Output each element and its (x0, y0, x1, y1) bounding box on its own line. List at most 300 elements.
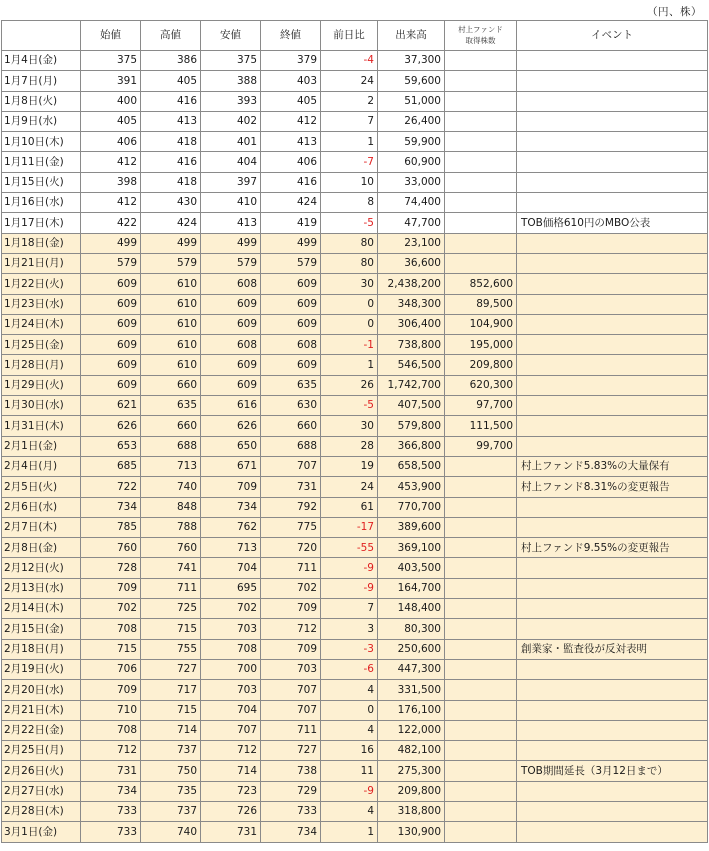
cell-date: 1月21日(月) (2, 253, 81, 273)
cell-fund-shares (445, 213, 517, 233)
cell-change: 11 (321, 761, 378, 781)
cell-fund-shares (445, 619, 517, 639)
cell-high: 688 (141, 436, 201, 456)
cell-open: 609 (81, 375, 141, 395)
cell-change: 7 (321, 599, 378, 619)
table-body (2, 51, 708, 843)
cell-low: 609 (201, 375, 261, 395)
cell-event (517, 375, 708, 395)
cell-fund-shares (445, 477, 517, 497)
cell-low: 410 (201, 193, 261, 213)
table-row (2, 619, 708, 639)
cell-open: 609 (81, 355, 141, 375)
cell-high: 715 (141, 700, 201, 720)
stock-price-table (1, 20, 708, 843)
cell-volume: 389,600 (378, 517, 445, 537)
cell-date: 1月22日(火) (2, 274, 81, 294)
cell-change: 10 (321, 172, 378, 192)
cell-event (517, 416, 708, 436)
cell-date: 1月15日(火) (2, 172, 81, 192)
cell-volume: 250,600 (378, 639, 445, 659)
table-row (2, 335, 708, 355)
cell-open: 709 (81, 578, 141, 598)
cell-close: 711 (261, 720, 321, 740)
cell-high: 735 (141, 781, 201, 801)
cell-low: 671 (201, 456, 261, 476)
cell-open: 710 (81, 700, 141, 720)
cell-date: 1月23日(水) (2, 294, 81, 314)
cell-date: 1月10日(木) (2, 132, 81, 152)
cell-open: 422 (81, 213, 141, 233)
cell-date: 3月1日(金) (2, 822, 81, 842)
cell-event (517, 274, 708, 294)
cell-fund-shares (445, 91, 517, 111)
cell-date: 2月19日(火) (2, 659, 81, 679)
table-row (2, 477, 708, 497)
cell-volume: 47,700 (378, 213, 445, 233)
table-row (2, 51, 708, 71)
cell-event (517, 314, 708, 334)
cell-close: 775 (261, 517, 321, 537)
cell-date: 2月22日(金) (2, 720, 81, 740)
cell-volume: 33,000 (378, 172, 445, 192)
cell-event (517, 233, 708, 253)
cell-open: 400 (81, 91, 141, 111)
table-row (2, 720, 708, 740)
cell-date: 1月4日(金) (2, 51, 81, 71)
cell-change: 30 (321, 274, 378, 294)
cell-low: 731 (201, 822, 261, 842)
cell-high: 418 (141, 132, 201, 152)
cell-fund-shares (445, 578, 517, 598)
cell-low: 499 (201, 233, 261, 253)
cell-date: 1月25日(金) (2, 335, 81, 355)
cell-fund-shares (445, 822, 517, 842)
cell-high: 430 (141, 193, 201, 213)
cell-fund-shares (445, 680, 517, 700)
cell-high: 711 (141, 578, 201, 598)
cell-high: 635 (141, 396, 201, 416)
cell-event (517, 720, 708, 740)
cell-close: 688 (261, 436, 321, 456)
cell-volume: 1,742,700 (378, 375, 445, 395)
cell-volume: 403,500 (378, 558, 445, 578)
cell-change: 4 (321, 680, 378, 700)
cell-fund-shares (445, 781, 517, 801)
cell-low: 723 (201, 781, 261, 801)
cell-fund-shares (445, 720, 517, 740)
cell-open: 734 (81, 497, 141, 517)
table-row (2, 132, 708, 152)
cell-open: 398 (81, 172, 141, 192)
table-row (2, 213, 708, 233)
cell-fund-shares (445, 538, 517, 558)
cell-fund-shares: 104,900 (445, 314, 517, 334)
cell-close: 734 (261, 822, 321, 842)
cell-change: 24 (321, 71, 378, 91)
cell-open: 760 (81, 538, 141, 558)
table-row (2, 233, 708, 253)
cell-volume: 770,700 (378, 497, 445, 517)
cell-event (517, 619, 708, 639)
cell-close: 720 (261, 538, 321, 558)
cell-change: 19 (321, 456, 378, 476)
cell-date: 2月21日(木) (2, 700, 81, 720)
cell-date: 1月28日(月) (2, 355, 81, 375)
cell-date: 2月26日(火) (2, 761, 81, 781)
cell-volume: 130,900 (378, 822, 445, 842)
cell-volume: 60,900 (378, 152, 445, 172)
cell-change: -55 (321, 538, 378, 558)
cell-close: 731 (261, 477, 321, 497)
cell-close: 405 (261, 91, 321, 111)
cell-volume: 209,800 (378, 781, 445, 801)
cell-volume: 331,500 (378, 680, 445, 700)
cell-change: -5 (321, 396, 378, 416)
cell-close: 609 (261, 294, 321, 314)
cell-volume: 26,400 (378, 111, 445, 131)
cell-change: 0 (321, 294, 378, 314)
cell-low: 704 (201, 700, 261, 720)
cell-date: 1月7日(月) (2, 71, 81, 91)
cell-event: 創業家・監査役が反対表明 (517, 639, 708, 659)
cell-fund-shares (445, 193, 517, 213)
cell-close: 727 (261, 741, 321, 761)
table-row (2, 741, 708, 761)
cell-close: 709 (261, 639, 321, 659)
cell-close: 609 (261, 274, 321, 294)
cell-open: 731 (81, 761, 141, 781)
cell-date: 2月25日(月) (2, 741, 81, 761)
cell-close: 635 (261, 375, 321, 395)
table-row (2, 314, 708, 334)
cell-low: 579 (201, 253, 261, 273)
cell-close: 630 (261, 396, 321, 416)
cell-high: 579 (141, 253, 201, 273)
cell-high: 714 (141, 720, 201, 740)
table-row (2, 700, 708, 720)
cell-open: 728 (81, 558, 141, 578)
cell-date: 1月11日(金) (2, 152, 81, 172)
cell-change: 4 (321, 720, 378, 740)
cell-open: 708 (81, 720, 141, 740)
cell-volume: 738,800 (378, 335, 445, 355)
cell-volume: 546,500 (378, 355, 445, 375)
table-row (2, 781, 708, 801)
table-row (2, 355, 708, 375)
cell-event (517, 599, 708, 619)
cell-volume: 164,700 (378, 578, 445, 598)
cell-high: 610 (141, 294, 201, 314)
cell-change: -1 (321, 335, 378, 355)
cell-event (517, 497, 708, 517)
cell-change: -9 (321, 781, 378, 801)
cell-date: 2月12日(火) (2, 558, 81, 578)
cell-fund-shares: 209,800 (445, 355, 517, 375)
cell-low: 616 (201, 396, 261, 416)
cell-change: -7 (321, 152, 378, 172)
header-fund-shares (445, 21, 517, 51)
cell-change: 7 (321, 111, 378, 131)
table-row (2, 294, 708, 314)
cell-volume: 122,000 (378, 720, 445, 740)
cell-high: 660 (141, 416, 201, 436)
cell-open: 715 (81, 639, 141, 659)
header-volume: 出来高 (378, 21, 445, 51)
cell-change: 3 (321, 619, 378, 639)
cell-event (517, 578, 708, 598)
cell-low: 709 (201, 477, 261, 497)
cell-low: 704 (201, 558, 261, 578)
cell-close: 707 (261, 700, 321, 720)
cell-high: 405 (141, 71, 201, 91)
cell-volume: 74,400 (378, 193, 445, 213)
cell-close: 702 (261, 578, 321, 598)
cell-high: 848 (141, 497, 201, 517)
cell-change: 61 (321, 497, 378, 517)
cell-event (517, 294, 708, 314)
cell-low: 608 (201, 335, 261, 355)
cell-volume: 318,800 (378, 801, 445, 821)
cell-fund-shares (445, 253, 517, 273)
header-high: 高値 (141, 21, 201, 51)
table-row (2, 375, 708, 395)
cell-open: 609 (81, 294, 141, 314)
cell-open: 375 (81, 51, 141, 71)
cell-low: 703 (201, 680, 261, 700)
cell-change: 1 (321, 132, 378, 152)
cell-high: 416 (141, 91, 201, 111)
cell-fund-shares (445, 558, 517, 578)
cell-date: 2月7日(木) (2, 517, 81, 537)
header-close: 終値 (261, 21, 321, 51)
cell-fund-shares (445, 132, 517, 152)
cell-volume: 36,600 (378, 253, 445, 273)
cell-high: 717 (141, 680, 201, 700)
cell-event (517, 152, 708, 172)
table-row (2, 172, 708, 192)
cell-volume: 176,100 (378, 700, 445, 720)
cell-fund-shares: 620,300 (445, 375, 517, 395)
cell-open: 712 (81, 741, 141, 761)
cell-open: 499 (81, 233, 141, 253)
table-row (2, 253, 708, 273)
cell-high: 418 (141, 172, 201, 192)
cell-fund-shares: 89,500 (445, 294, 517, 314)
cell-volume: 148,400 (378, 599, 445, 619)
cell-close: 608 (261, 335, 321, 355)
cell-event: 村上ファンド5.83%の大量保有 (517, 456, 708, 476)
header-event: イベント (517, 21, 708, 51)
cell-date: 1月8日(火) (2, 91, 81, 111)
cell-fund-shares (445, 659, 517, 679)
cell-event (517, 680, 708, 700)
cell-change: 80 (321, 253, 378, 273)
cell-date: 2月5日(火) (2, 477, 81, 497)
cell-change: -17 (321, 517, 378, 537)
cell-low: 708 (201, 639, 261, 659)
cell-change: 16 (321, 741, 378, 761)
cell-volume: 59,900 (378, 132, 445, 152)
cell-open: 406 (81, 132, 141, 152)
cell-close: 499 (261, 233, 321, 253)
cell-open: 412 (81, 152, 141, 172)
cell-change: 26 (321, 375, 378, 395)
table-row (2, 71, 708, 91)
cell-close: 609 (261, 314, 321, 334)
cell-change: 0 (321, 314, 378, 334)
cell-change: -4 (321, 51, 378, 71)
table-row (2, 761, 708, 781)
cell-fund-shares (445, 51, 517, 71)
cell-close: 413 (261, 132, 321, 152)
cell-date: 1月9日(水) (2, 111, 81, 131)
cell-change: 8 (321, 193, 378, 213)
table-row (2, 111, 708, 131)
cell-volume: 658,500 (378, 456, 445, 476)
cell-open: 405 (81, 111, 141, 131)
cell-low: 608 (201, 274, 261, 294)
cell-date: 1月24日(木) (2, 314, 81, 334)
table-row (2, 152, 708, 172)
cell-change: 24 (321, 477, 378, 497)
cell-event (517, 781, 708, 801)
cell-date: 2月28日(木) (2, 801, 81, 821)
cell-change: 30 (321, 416, 378, 436)
cell-high: 750 (141, 761, 201, 781)
cell-open: 579 (81, 253, 141, 273)
cell-fund-shares (445, 111, 517, 131)
cell-change: 1 (321, 822, 378, 842)
cell-low: 707 (201, 720, 261, 740)
header-fund-line2: 取得株数 (465, 35, 496, 45)
table-row (2, 517, 708, 537)
cell-high: 610 (141, 355, 201, 375)
cell-date: 2月27日(水) (2, 781, 81, 801)
cell-close: 609 (261, 355, 321, 375)
cell-fund-shares (445, 517, 517, 537)
header-change: 前日比 (321, 21, 378, 51)
cell-close: 416 (261, 172, 321, 192)
cell-close: 707 (261, 456, 321, 476)
cell-low: 388 (201, 71, 261, 91)
header-fund-line1: 村上ファンド (458, 25, 503, 35)
cell-open: 621 (81, 396, 141, 416)
cell-low: 404 (201, 152, 261, 172)
table-row (2, 599, 708, 619)
cell-event (517, 741, 708, 761)
cell-low: 726 (201, 801, 261, 821)
cell-event (517, 436, 708, 456)
cell-open: 733 (81, 822, 141, 842)
cell-open: 626 (81, 416, 141, 436)
cell-high: 660 (141, 375, 201, 395)
cell-event: 村上ファンド8.31%の変更報告 (517, 477, 708, 497)
cell-open: 685 (81, 456, 141, 476)
cell-close: 712 (261, 619, 321, 639)
cell-open: 709 (81, 680, 141, 700)
table-row (2, 639, 708, 659)
cell-low: 713 (201, 538, 261, 558)
cell-low: 700 (201, 659, 261, 679)
cell-event (517, 91, 708, 111)
cell-change: 0 (321, 700, 378, 720)
cell-volume: 447,300 (378, 659, 445, 679)
cell-fund-shares: 852,600 (445, 274, 517, 294)
cell-low: 702 (201, 599, 261, 619)
cell-event: TOB価格610円のMBO公表 (517, 213, 708, 233)
unit-label: （円、株） (647, 6, 702, 18)
cell-high: 740 (141, 477, 201, 497)
cell-change: 80 (321, 233, 378, 253)
cell-fund-shares (445, 639, 517, 659)
cell-open: 391 (81, 71, 141, 91)
header-open: 始値 (81, 21, 141, 51)
cell-fund-shares (445, 456, 517, 476)
cell-close: 660 (261, 416, 321, 436)
cell-open: 708 (81, 619, 141, 639)
table-row (2, 416, 708, 436)
cell-close: 711 (261, 558, 321, 578)
cell-low: 626 (201, 416, 261, 436)
cell-date: 2月13日(水) (2, 578, 81, 598)
cell-close: 707 (261, 680, 321, 700)
cell-date: 1月17日(木) (2, 213, 81, 233)
cell-fund-shares: 99,700 (445, 436, 517, 456)
cell-date: 1月29日(火) (2, 375, 81, 395)
cell-fund-shares (445, 71, 517, 91)
cell-event (517, 71, 708, 91)
cell-close: 579 (261, 253, 321, 273)
cell-low: 402 (201, 111, 261, 131)
cell-high: 610 (141, 335, 201, 355)
table-row (2, 436, 708, 456)
cell-event (517, 111, 708, 131)
cell-close: 733 (261, 801, 321, 821)
cell-event (517, 132, 708, 152)
cell-high: 760 (141, 538, 201, 558)
cell-volume: 348,300 (378, 294, 445, 314)
cell-open: 734 (81, 781, 141, 801)
cell-fund-shares: 195,000 (445, 335, 517, 355)
cell-date: 2月4日(月) (2, 456, 81, 476)
cell-open: 702 (81, 599, 141, 619)
cell-date: 1月18日(金) (2, 233, 81, 253)
cell-open: 412 (81, 193, 141, 213)
cell-event (517, 51, 708, 71)
table-row (2, 680, 708, 700)
cell-low: 650 (201, 436, 261, 456)
cell-event: TOB期間延長（3月12日まで） (517, 761, 708, 781)
cell-open: 733 (81, 801, 141, 821)
cell-event (517, 193, 708, 213)
cell-volume: 59,600 (378, 71, 445, 91)
cell-event (517, 335, 708, 355)
cell-open: 722 (81, 477, 141, 497)
cell-low: 393 (201, 91, 261, 111)
cell-low: 695 (201, 578, 261, 598)
cell-close: 729 (261, 781, 321, 801)
cell-change: -5 (321, 213, 378, 233)
cell-event (517, 700, 708, 720)
cell-low: 712 (201, 741, 261, 761)
header-date (2, 21, 81, 51)
cell-fund-shares: 97,700 (445, 396, 517, 416)
cell-high: 713 (141, 456, 201, 476)
cell-volume: 482,100 (378, 741, 445, 761)
cell-date: 2月6日(水) (2, 497, 81, 517)
cell-fund-shares (445, 152, 517, 172)
